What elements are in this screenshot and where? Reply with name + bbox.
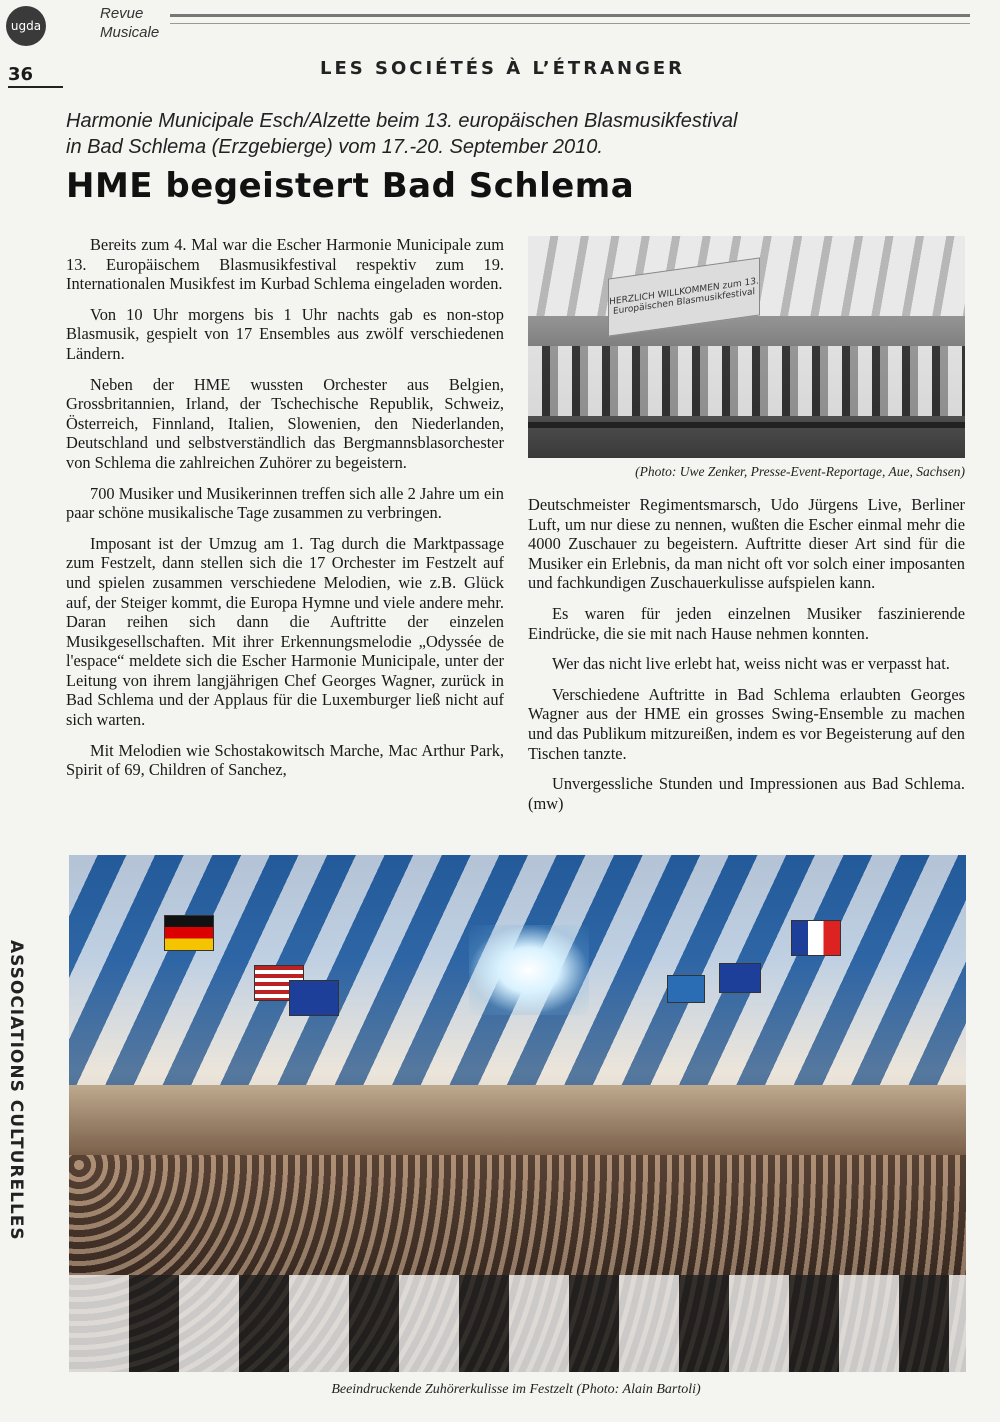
article-headline: HME begeistert Bad Schlema	[66, 166, 635, 206]
header-rule-thin	[170, 23, 970, 24]
revue-line2: Musicale	[100, 24, 160, 41]
festival-tent-photo	[69, 855, 966, 1372]
subtitle-line2: in Bad Schlema (Erzgebierge) vom 17.-20. September 2010.	[66, 136, 603, 158]
paragraph: 700 Musiker und Musikerinnen treffen sich alle 2 Jahre um ein paar schöne musikalische Tage zusammen zu verbringen.	[66, 483, 504, 523]
orchestra-sheet-music	[69, 1275, 966, 1372]
paragraph: Von 10 Uhr morgens bis 1 Uhr nachts gab es non-stop Blasmusik, gespielt von 17 Ensembles aus zwölf verschiedenen Ländern.	[66, 304, 504, 363]
paragraph: Neben der HME wussten Orchester aus Belgien, Grossbritannien, Irland, der Tschechische Republik, Schweiz, Österreich, Finnland, Italien, Slowenien, den Niederlanden, Deutschland und selbstverständlich das Bergmannsblasorchester von Schlema die zahlreichen Zuhörer zu begeistern.	[66, 374, 504, 472]
article-column-2	[528, 495, 965, 824]
section-title: LES SOCIÉTÉS À L’ÉTRANGER	[320, 58, 685, 79]
subtitle-line1: Harmonie Municipale Esch/Alzette beim 13. europäischen Blasmusikfestival	[66, 110, 738, 132]
musicians-row	[528, 346, 965, 416]
paragraph: Mit Melodien wie Schostakowitsch Marche, Mac Arthur Park, Spirit of 69, Children of Sanchez,	[66, 740, 504, 780]
flag-eu	[289, 980, 339, 1016]
flag-france	[791, 920, 841, 956]
orchestra-stage-photo	[528, 236, 965, 458]
photo1-caption: (Photo: Uwe Zenker, Presse-Event-Reportage, Aue, Sachsen)	[635, 464, 965, 479]
paragraph: Unvergessliche Stunden und Impressionen aus Bad Schlema. (mw)	[528, 774, 965, 813]
paragraph: Deutschmeister Regimentsmarsch, Udo Jürgens Live, Berliner Luft, um nur diese zu nennen, wußten die Escher einmal mehr die 4000 Zuschauer zu begeistern. Auftritte dieser Art sind für die Musiker ein Erlebnis, da man nicht oft vor solch einer imposanten und fachkundigen Zuschauerkulisse aufspielen kann.	[528, 495, 965, 593]
logo-text: ugda	[10, 19, 42, 33]
stage-railing	[528, 422, 965, 428]
side-label: ASSOCIATIONS CULTURELLES	[6, 940, 26, 1241]
flag-eu-right	[719, 963, 761, 993]
revue-line1: Revue	[100, 5, 144, 22]
paragraph: Wer das nicht live erlebt hat, weiss nicht was er verpasst hat.	[552, 654, 950, 674]
article-column-1	[66, 235, 504, 791]
flag-sweden	[667, 975, 705, 1003]
page-number: 36	[8, 64, 34, 85]
chandelier	[469, 925, 589, 1015]
ugda-logo	[6, 6, 46, 46]
header-rule	[170, 14, 970, 17]
flag-germany	[164, 915, 214, 951]
paragraph: Es waren für jeden einzelnen Musiker faszinierende Eindrücke, die sie mit nach Hause nehmen konnten.	[528, 603, 965, 643]
paragraph: Bereits zum 4. Mal war die Escher Harmonie Municipale zum 13. Europäischem Blasmusikfestival respektiv zum 19. Internationalen Musikfest im Kurbad Schlema eingeladen worden.	[66, 235, 504, 294]
photo2-caption: Beeindruckende Zuhörerkulisse im Festzelt (Photo: Alain Bartoli)	[331, 1382, 701, 1397]
revue-musicale-title	[100, 4, 159, 42]
paragraph: Verschiedene Auftritte in Bad Schlema erlaubten Georges Wagner aus der HME ein grosses Swing-Ensemble zu machen und das Publikum mitzureißen, indem es vor Begeisterung auf den Tischen tanzte.	[528, 684, 965, 763]
page-number-rule	[8, 86, 63, 88]
paragraph: Imposant ist der Umzug am 1. Tag durch die Marktpassage zum Festzelt, dann stellen sich die 17 Orchester im Festzelt auf und spielen zusammen verschiedene Melodien, wie z.B. Glück auf, der Steiger kommt, die Europa Hymne und viele andere mehr. Daran reihen sich dann die Auftritte der einzelen Musikgesellschaften. Mit ihrer Erkennungsmelodie „Odyssée de l'espace“ meldete sich die Escher Harmonie Municipale, unter der Leitung von ihrem langjährigen Chef Georges Wagner, zurück in Bad Schlema und der Applaus für die Luxemburger ließ nicht auf sich warten.	[66, 533, 504, 730]
festival-banner: HERZLICH WILLKOMMEN zum 13. Europäischen Blasmusikfestival	[608, 257, 760, 336]
article-subtitle	[66, 108, 966, 160]
